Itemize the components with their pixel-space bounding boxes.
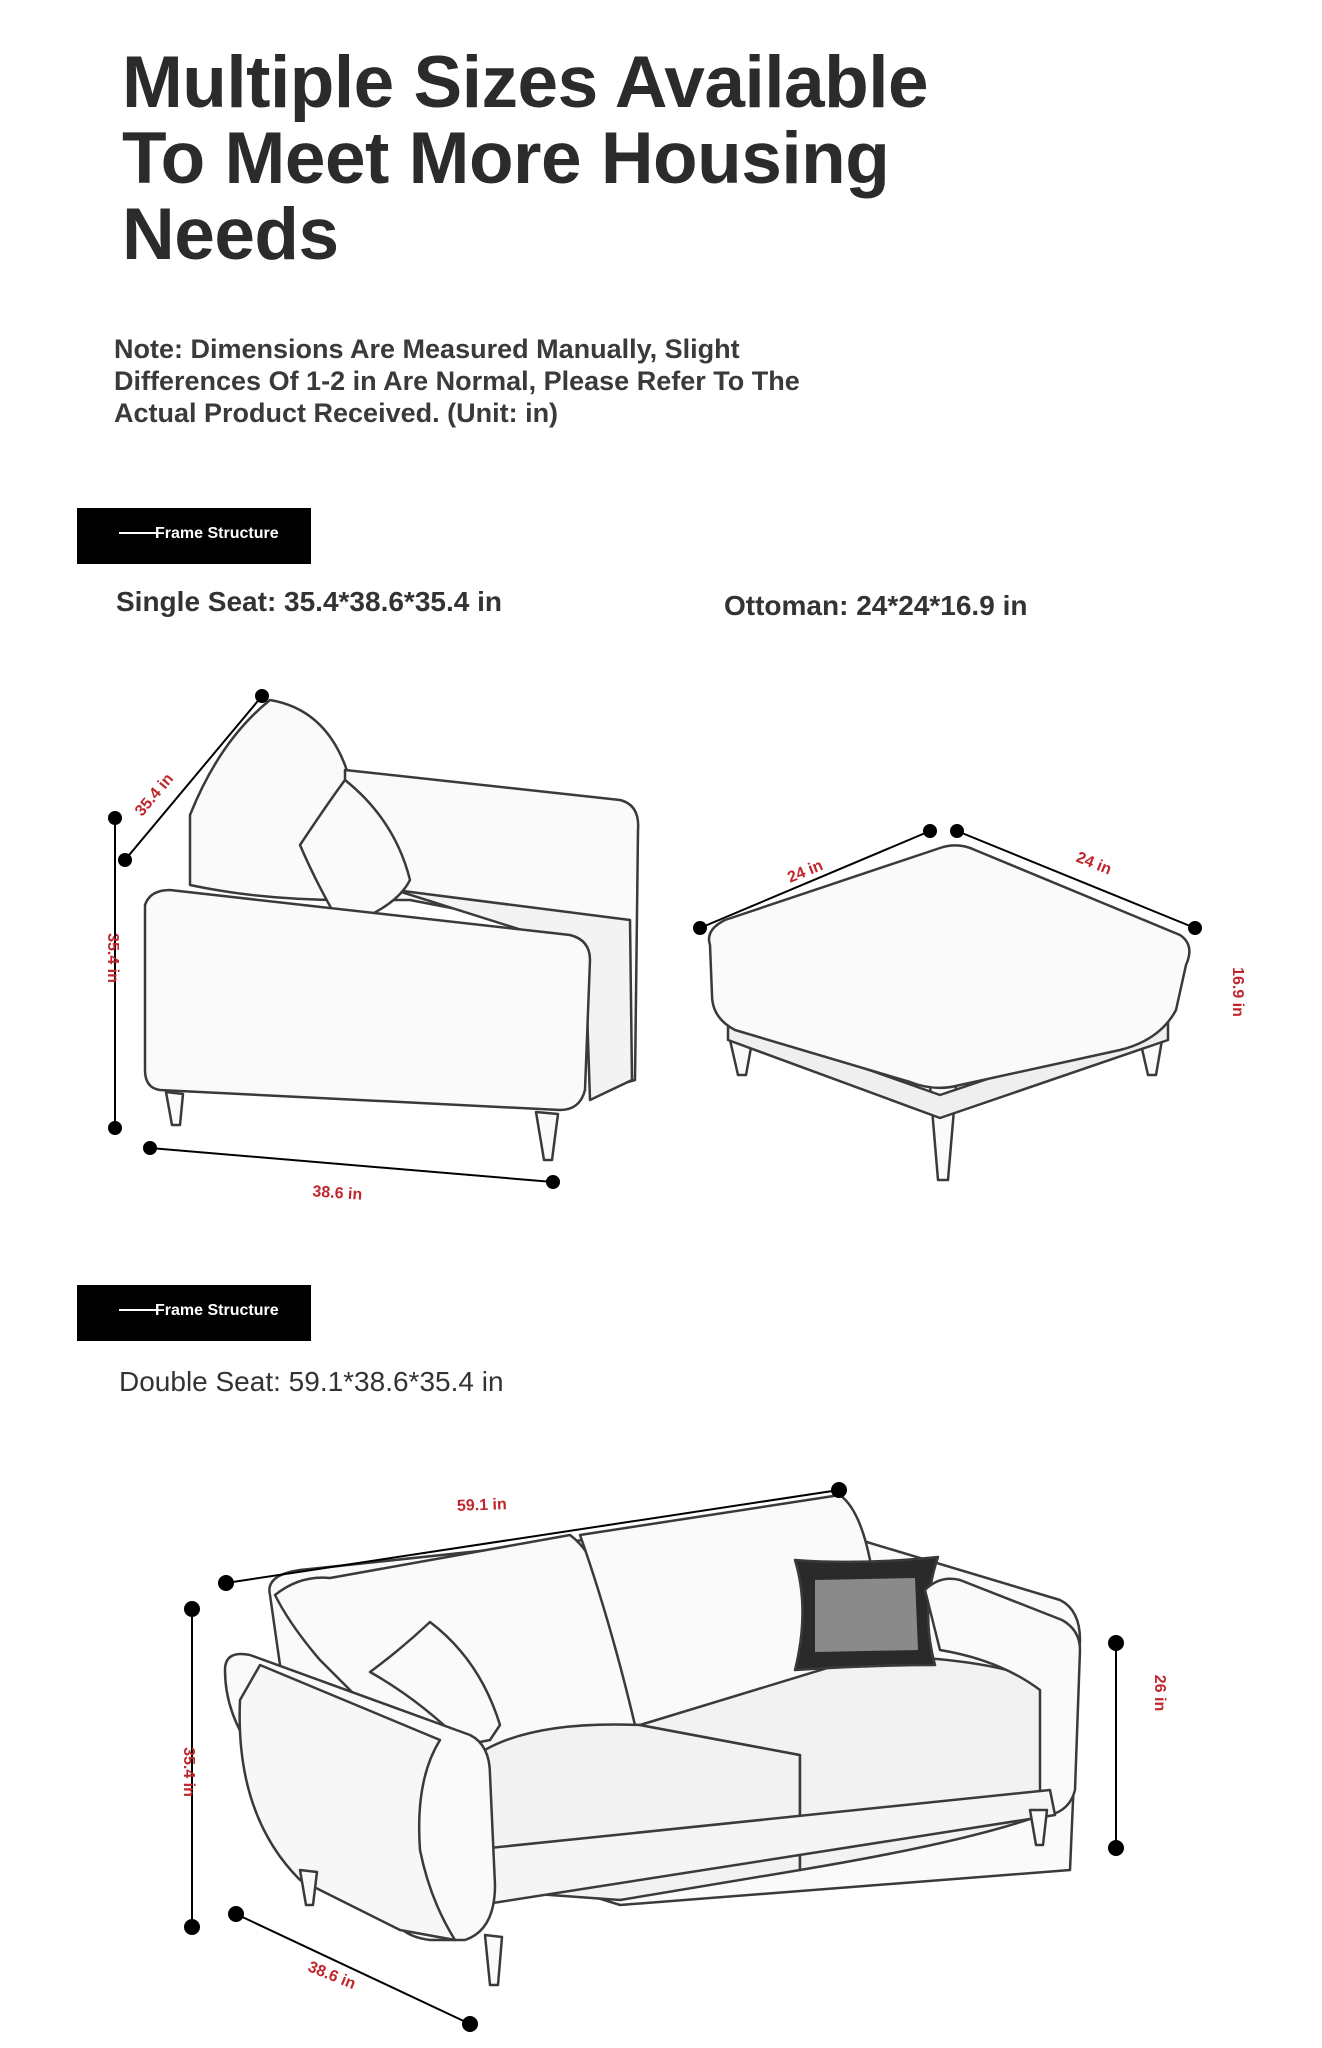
ottoman-caption: Ottoman: 24*24*16.9 in (724, 590, 1028, 621)
double-seat-depth-label: 38.6 in (305, 1958, 358, 1994)
single-seat-drawing (145, 700, 638, 1160)
headline-line-3: Needs (122, 194, 339, 275)
single-seat-depth-label: 35.4 in (132, 770, 178, 820)
headline-line-1: Multiple Sizes Available (122, 42, 929, 123)
headline-line-2: To Meet More Housing (122, 118, 890, 199)
single-seat-caption: Single Seat: 35.4*38.6*35.4 in (116, 586, 502, 617)
double-seat-drawing (225, 1495, 1080, 1985)
note-line-1: Note: Dimensions Are Measured Manually, Slight (114, 334, 740, 364)
double-seat-width-label: 59.1 in (456, 1496, 508, 1515)
ottoman-width-label: 24 in (1073, 849, 1114, 879)
single-seat-height-label: 35.4 in (104, 933, 121, 983)
ottoman-height-label: 16.9 in (1229, 967, 1246, 1017)
ottoman-length-label: 24 in (785, 857, 826, 887)
note-line-3: Actual Product Received. (Unit: in) (114, 398, 559, 428)
single-seat-width-label: 38.6 in (311, 1183, 363, 1204)
note-line-2: Differences Of 1-2 in Are Normal, Please Refer To The (114, 366, 800, 396)
section-label-text: Frame Structure (155, 525, 279, 542)
double-seat-caption: Double Seat: 59.1*38.6*35.4 in (119, 1366, 504, 1397)
double-seat-seat-height-label: 26 in (1151, 1674, 1168, 1712)
section-label-text: Frame Structure (155, 1302, 279, 1319)
double-seat-height-label: 35.4 in (180, 1747, 197, 1797)
